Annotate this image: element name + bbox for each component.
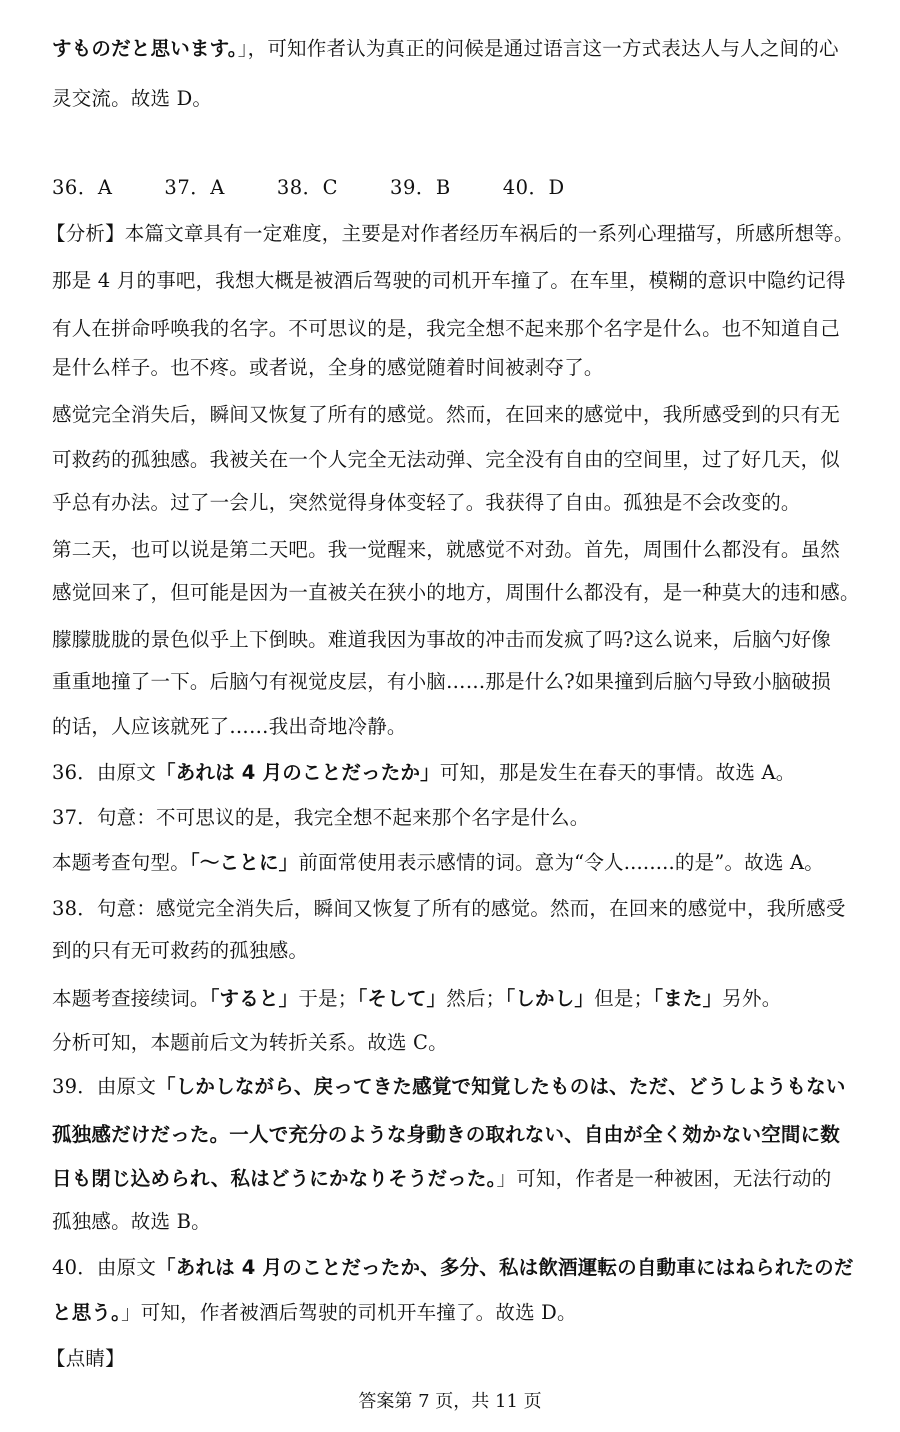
explanation-38: 38．句意：感觉完全消失后，瞬间又恢复了所有的感觉。然而，在回来的感觉中，我所感受 (52, 897, 846, 920)
answer-39: 39．B (390, 176, 451, 199)
answer-38: 38．C (276, 176, 339, 199)
explanation-39-cont2: 日も閉じ込められ、私はどうにかなりそうだった。」可知，作者是一种被困，无法行动的 (52, 1167, 832, 1190)
key-points-heading: 【点睛】 (46, 1347, 125, 1370)
explanation-39-conclusion: 孤独感。故选 B。 (52, 1210, 211, 1233)
translation-line: 乎总有办法。过了一会儿，突然觉得身体变轻了。我获得了自由。孤独是不会改变的。 (52, 491, 801, 514)
translation-line: 可救药的孤独感。我被关在一个人完全无法动弹、完全没有自由的空间里，过了好几天，似 (52, 448, 841, 471)
answer-row (52, 175, 852, 201)
translation-line: 第二天，也可以说是第二天吧。我一觉醒来，就感觉不对劲。首先，周围什么都没有。虽然 (52, 538, 841, 561)
answer-36: 36．A (52, 176, 113, 199)
text-line: すものだと思います。」，可知作者认为真正的问候是通过语言这一方式表达人与人之间的心 (52, 37, 839, 60)
page-footer: 答案第 7 页，共 11 页 (358, 1391, 542, 1412)
explanation-40: 40．由原文「あれは 4 月のことだったか、多分、私は飲酒運転の自動車にはねられたのだ (52, 1256, 854, 1279)
translation-line: 是什么样子。也不疼。或者说，全身的感觉随着时间被剥夺了。 (52, 356, 604, 379)
explanation-38-detail: 本题考查接续词。「すると」于是；「そして」然后；「しかし」但是；「また」另外。 (52, 987, 782, 1010)
explanation-37-detail: 本题考查句型。「～ことに」前面常使用表示感情的词。意为“令人........的是”。故选 A。 (52, 851, 824, 874)
translation-line: 朦朦胧胧的景色似乎上下倒映。难道我因为事故的冲击而发疯了吗?这么说来，后脑勺好像 (52, 628, 831, 651)
explanation-38-cont: 到的只有无可救药的孤独感。 (52, 939, 309, 962)
translation-line: 重重地撞了一下。后脑勺有视觉皮层，有小脑……那是什么?如果撞到后脑勺导致小脑破损 (52, 670, 831, 693)
translation-line: 感觉完全消失后，瞬间又恢复了所有的感觉。然而，在回来的感觉中，我所感受到的只有无 (52, 403, 841, 426)
translation-line: 的话，人应该就死了……我出奇地冷静。 (52, 715, 407, 738)
answer-37: 37．A (164, 176, 225, 199)
explanation-40-cont: と思う。」可知，作者被酒后驾驶的司机开车撞了。故选 D。 (52, 1301, 577, 1324)
explanation-36: 36．由原文「あれは 4 月のことだったか」可知，那是发生在春天的事情。故选 A。 (52, 761, 796, 784)
explanation-39-cont: 孤独感だけだった。一人で充分のような身動きの取れない、自由が全く効かない空間に数 (52, 1123, 841, 1146)
analysis-heading: 【分析】本篇文章具有一定难度，主要是对作者经历车祸后的一系列心理描写，所感所想等。 (46, 222, 854, 245)
translation-line: 有人在拼命呼唤我的名字。不可思议的是，我完全想不起来那个名字是什么。也不知道自己 (52, 317, 841, 340)
explanation-38-conclusion: 分析可知，本题前后文为转折关系。故选 C。 (52, 1031, 448, 1054)
translation-line: 那是 4 月的事吧，我想大概是被酒后驾驶的司机开车撞了。在车里，模糊的意识中隐约记得 (52, 269, 846, 292)
explanation-37: 37．句意：不可思议的是，我完全想不起来那个名字是什么。 (52, 806, 590, 829)
explanation-39: 39．由原文「しかしながら、戻ってきた感覚で知覚したものは、ただ、どうしようもない (52, 1075, 846, 1098)
translation-line: 感觉回来了，但可能是因为一直被关在狭小的地方，周围什么都没有，是一种莫大的违和感。 (52, 581, 860, 604)
text-line: 灵交流。故选 D。 (52, 87, 213, 110)
answer-40: 40．D (502, 176, 565, 199)
